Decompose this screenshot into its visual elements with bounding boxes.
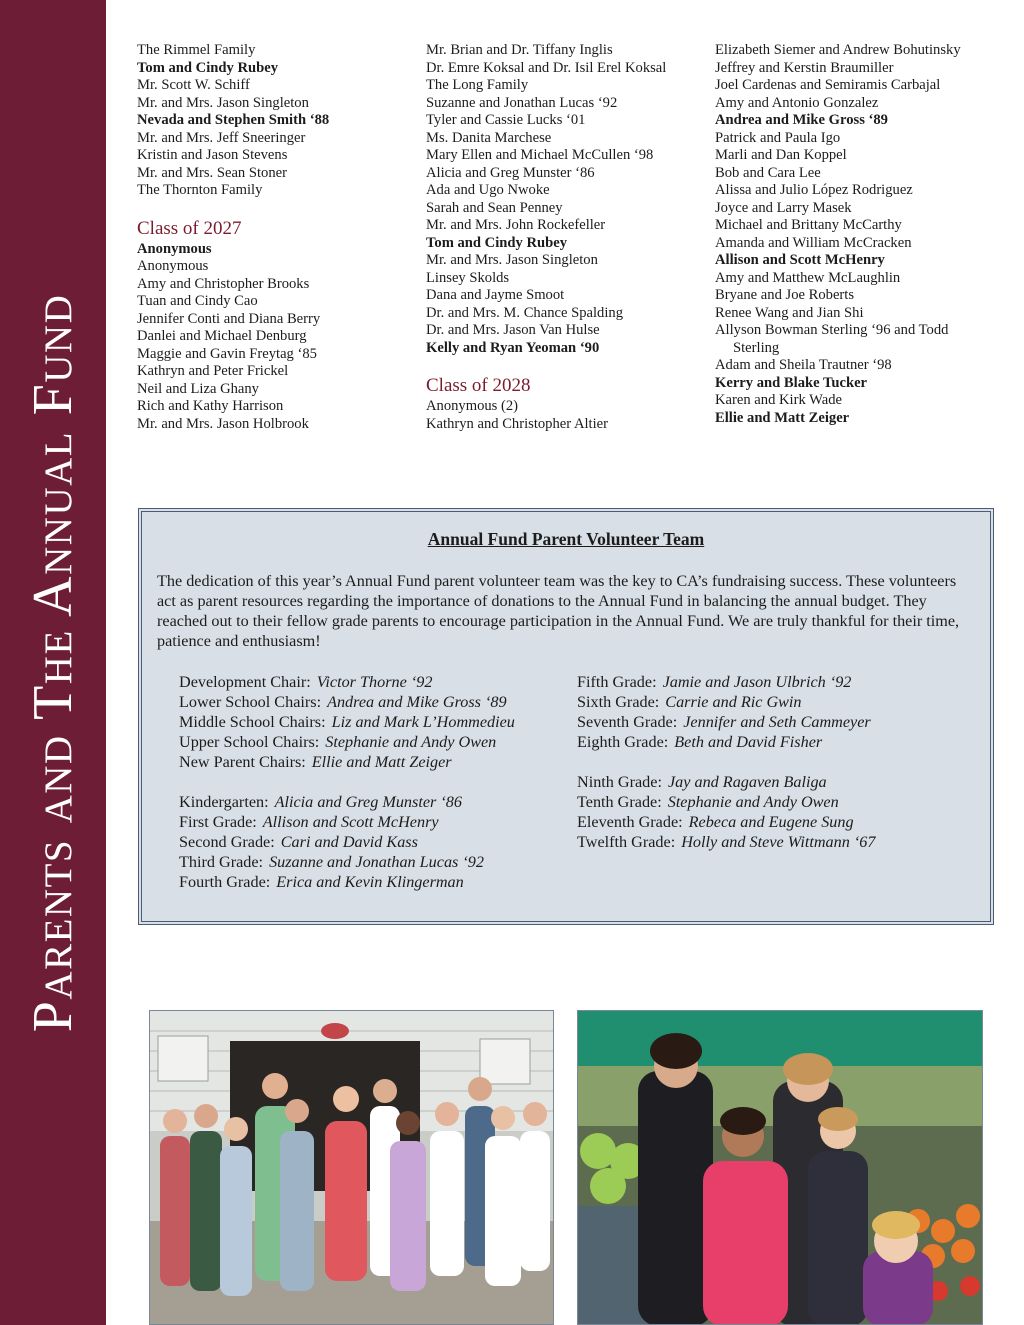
donor-name: Neil and Liza Ghany <box>137 380 259 397</box>
role-volunteers: Suzanne and Jonathan Lucas ‘92 <box>269 853 484 871</box>
donor-name: Tom and Cindy Rubey <box>426 234 567 251</box>
volunteer-role <box>179 692 515 712</box>
role-title: Eighth Grade: <box>577 733 669 751</box>
volunteer-role <box>179 852 515 872</box>
donor-name: Kathryn and Peter Frickel <box>137 363 289 379</box>
volunteer-role <box>179 672 515 692</box>
sidebar-band <box>0 0 106 1325</box>
volunteer-role <box>179 792 515 812</box>
donor-name: Dr. and Mrs. Jason Van Hulse <box>426 322 600 338</box>
donor-name: Alicia and Greg Munster ‘86 <box>426 164 595 181</box>
donor-name: Danlei and Michael Denburg <box>137 328 307 344</box>
donor-name: Ms. Danita Marchese <box>426 129 552 146</box>
donor-name: Elizabeth Siemer and Andrew Bohutinsky <box>715 42 961 58</box>
role-volunteers: Ellie and Matt Zeiger <box>311 753 452 771</box>
role-title: Upper School Chairs: <box>179 733 320 751</box>
donor-name: Mr. and Mrs. Jason Holbrook <box>137 415 309 432</box>
donor-name: Alissa and Julio López Rodriguez <box>715 182 913 198</box>
donor-name: Joel Cardenas and Semiramis Carbajal <box>715 77 941 93</box>
market-photo <box>577 1010 983 1325</box>
role-title: Middle School Chairs: <box>179 713 326 731</box>
donor-name: Mary Ellen and Michael McCullen ‘98 <box>426 147 654 163</box>
role-volunteers: Beth and David Fisher <box>674 733 823 751</box>
role-title: New Parent Chairs: <box>179 753 306 771</box>
donor-name: Suzanne and Jonathan Lucas ‘92 <box>426 94 618 111</box>
donor-name: Dr. Emre Koksal and Dr. Isil Erel Koksal <box>426 59 667 76</box>
donor-name: Amy and Antonio Gonzalez <box>715 94 879 111</box>
donor-name: Rich and Kathy Harrison <box>137 398 284 414</box>
donor-name: Nevada and Stephen Smith ‘88 <box>137 112 330 128</box>
donor-name: Amy and Christopher Brooks <box>137 275 310 292</box>
donor-name: The Long Family <box>426 77 529 93</box>
volunteer-role <box>577 772 875 792</box>
role-volunteers: Alicia and Greg Munster ‘86 <box>274 793 462 811</box>
donor-name: Anonymous (2) <box>426 398 519 414</box>
role-volunteers: Holly and Steve Wittmann ‘67 <box>681 833 876 851</box>
role-title: Fourth Grade: <box>179 873 271 891</box>
role-volunteers: Liz and Mark L’Hommedieu <box>331 713 515 731</box>
donor-name: Kelly and Ryan Yeoman ‘90 <box>426 339 600 356</box>
donor-column-2 <box>426 42 706 433</box>
donor-name: Allyson Bowman Sterling ‘96 and Todd Sterling <box>715 322 949 356</box>
donor-name: Bryane and Joe Roberts <box>715 287 855 303</box>
donor-name: Linsey Skolds <box>426 269 510 286</box>
role-title: Twelfth Grade: <box>577 833 676 851</box>
role-volunteers: Jamie and Jason Ulbrich ‘92 <box>662 673 852 691</box>
role-volunteers: Carrie and Ric Gwin <box>665 693 802 711</box>
volunteer-team-box <box>138 508 994 925</box>
volunteer-role <box>179 832 515 852</box>
donor-name: Sarah and Sean Penney <box>426 199 563 216</box>
class-heading: Class of 2028 <box>426 375 531 396</box>
role-volunteers: Jennifer and Seth Cammeyer <box>683 713 871 731</box>
volunteer-role <box>577 712 875 732</box>
donor-name: Mr. Scott W. Schiff <box>137 77 250 93</box>
role-title: Lower School Chairs: <box>179 693 322 711</box>
donor-name: Mr. and Mrs. Jeff Sneeringer <box>137 129 306 146</box>
role-volunteers: Stephanie and Andy Owen <box>325 733 497 751</box>
role-title: First Grade: <box>179 813 257 831</box>
donor-name: Jeffrey and Kerstin Braumiller <box>715 59 894 76</box>
section-title: Parents and The Annual Fund <box>22 293 84 1033</box>
volunteer-role <box>179 872 515 892</box>
volunteer-roles-left <box>179 672 515 892</box>
donor-name: Karen and Kirk Wade <box>715 392 843 408</box>
volunteer-role <box>577 812 875 832</box>
donor-name: Bob and Cara Lee <box>715 164 821 181</box>
donor-name: Marli and Dan Koppel <box>715 147 847 163</box>
donor-name: Mr. and Mrs. John Rockefeller <box>426 217 606 233</box>
donor-name: Amanda and William McCracken <box>715 234 912 251</box>
volunteer-roles-right <box>577 672 875 852</box>
volunteer-role <box>179 752 515 772</box>
group-photo-icon <box>150 1011 554 1325</box>
donor-name: Mr. and Mrs. Jason Singleton <box>426 252 598 268</box>
volunteer-role <box>577 672 875 692</box>
volunteer-role <box>577 832 875 852</box>
volunteer-role <box>577 792 875 812</box>
donor-name: Joyce and Larry Masek <box>715 199 852 216</box>
market-photo-icon <box>578 1011 983 1325</box>
donor-name: Allison and Scott McHenry <box>715 252 885 268</box>
donor-column-1 <box>137 42 417 433</box>
role-title: Sixth Grade: <box>577 693 660 711</box>
donor-name: Tom and Cindy Rubey <box>137 59 278 76</box>
role-volunteers: Jay and Ragaven Baliga <box>667 773 827 791</box>
role-volunteers: Allison and Scott McHenry <box>262 813 439 831</box>
donor-name: The Thornton Family <box>137 182 263 198</box>
donor-name: Andrea and Mike Gross ‘89 <box>715 112 888 128</box>
donor-name: The Rimmel Family <box>137 42 256 58</box>
donor-name: Adam and Sheila Trautner ‘98 <box>715 357 892 373</box>
role-spacer <box>179 772 515 792</box>
role-volunteers: Stephanie and Andy Owen <box>667 793 839 811</box>
volunteer-role <box>577 692 875 712</box>
donor-name: Anonymous <box>137 240 212 257</box>
donor-name: Anonymous <box>137 258 209 274</box>
donor-name: Kathryn and Christopher Altier <box>426 415 608 432</box>
role-title: Tenth Grade: <box>577 793 662 811</box>
class-heading: Class of 2027 <box>137 217 242 239</box>
donor-name: Ada and Ugo Nwoke <box>426 182 550 198</box>
donor-column-3 <box>715 42 995 427</box>
role-title: Second Grade: <box>179 833 275 851</box>
role-title: Third Grade: <box>179 853 264 871</box>
donor-name: Ellie and Matt Zeiger <box>715 409 850 426</box>
donor-name: Dana and Jayme Smoot <box>426 287 565 303</box>
donor-name: Michael and Brittany McCarthy <box>715 217 902 233</box>
donor-name: Mr. and Mrs. Sean Stoner <box>137 164 287 181</box>
donor-name: Jennifer Conti and Diana Berry <box>137 310 321 327</box>
role-title: Seventh Grade: <box>577 713 678 731</box>
role-volunteers: Andrea and Mike Gross ‘89 <box>327 693 507 711</box>
donor-name: Maggie and Gavin Freytag ‘85 <box>137 345 317 362</box>
donor-name: Mr. and Mrs. Jason Singleton <box>137 94 309 111</box>
group-photo <box>149 1010 554 1325</box>
role-title: Ninth Grade: <box>577 773 662 791</box>
volunteer-role <box>179 812 515 832</box>
donor-name: Renee Wang and Jian Shi <box>715 304 864 321</box>
donor-name: Kerry and Blake Tucker <box>715 374 868 391</box>
volunteer-role <box>179 712 515 732</box>
role-volunteers: Victor Thorne ‘92 <box>316 673 433 691</box>
volunteer-role <box>179 732 515 752</box>
donor-name: Dr. and Mrs. M. Chance Spalding <box>426 304 623 321</box>
donor-name: Tuan and Cindy Cao <box>137 293 258 309</box>
donor-name: Amy and Matthew McLaughlin <box>715 269 901 286</box>
donor-name: Kristin and Jason Stevens <box>137 147 288 163</box>
donor-name: Tyler and Cassie Lucks ‘01 <box>426 112 586 128</box>
role-title: Fifth Grade: <box>577 673 657 691</box>
donor-name: Mr. Brian and Dr. Tiffany Inglis <box>426 42 613 58</box>
role-title: Development Chair: <box>179 673 311 691</box>
volunteer-team-intro: The dedication of this year’s Annual Fund parent volunteer team was the key to CA’s fundraising success. These volunteers act as parent resources regarding the importance of donations to the Annual Fund in balancing the annual budget. They reached out to their fellow grade parents to encourage participation in the Annual Fund. We are truly thankful for their time, patience and enthusiasm! <box>157 572 960 650</box>
role-spacer <box>577 752 875 772</box>
role-volunteers: Cari and David Kass <box>280 833 418 851</box>
donor-name: Patrick and Paula Igo <box>715 129 841 146</box>
volunteer-team-title: Annual Fund Parent Volunteer Team <box>427 529 705 549</box>
role-title: Eleventh Grade: <box>577 813 683 831</box>
volunteer-role <box>577 732 875 752</box>
role-volunteers: Erica and Kevin Klingerman <box>276 873 464 891</box>
role-title: Kindergarten: <box>179 793 269 811</box>
role-volunteers: Rebeca and Eugene Sung <box>688 813 854 831</box>
